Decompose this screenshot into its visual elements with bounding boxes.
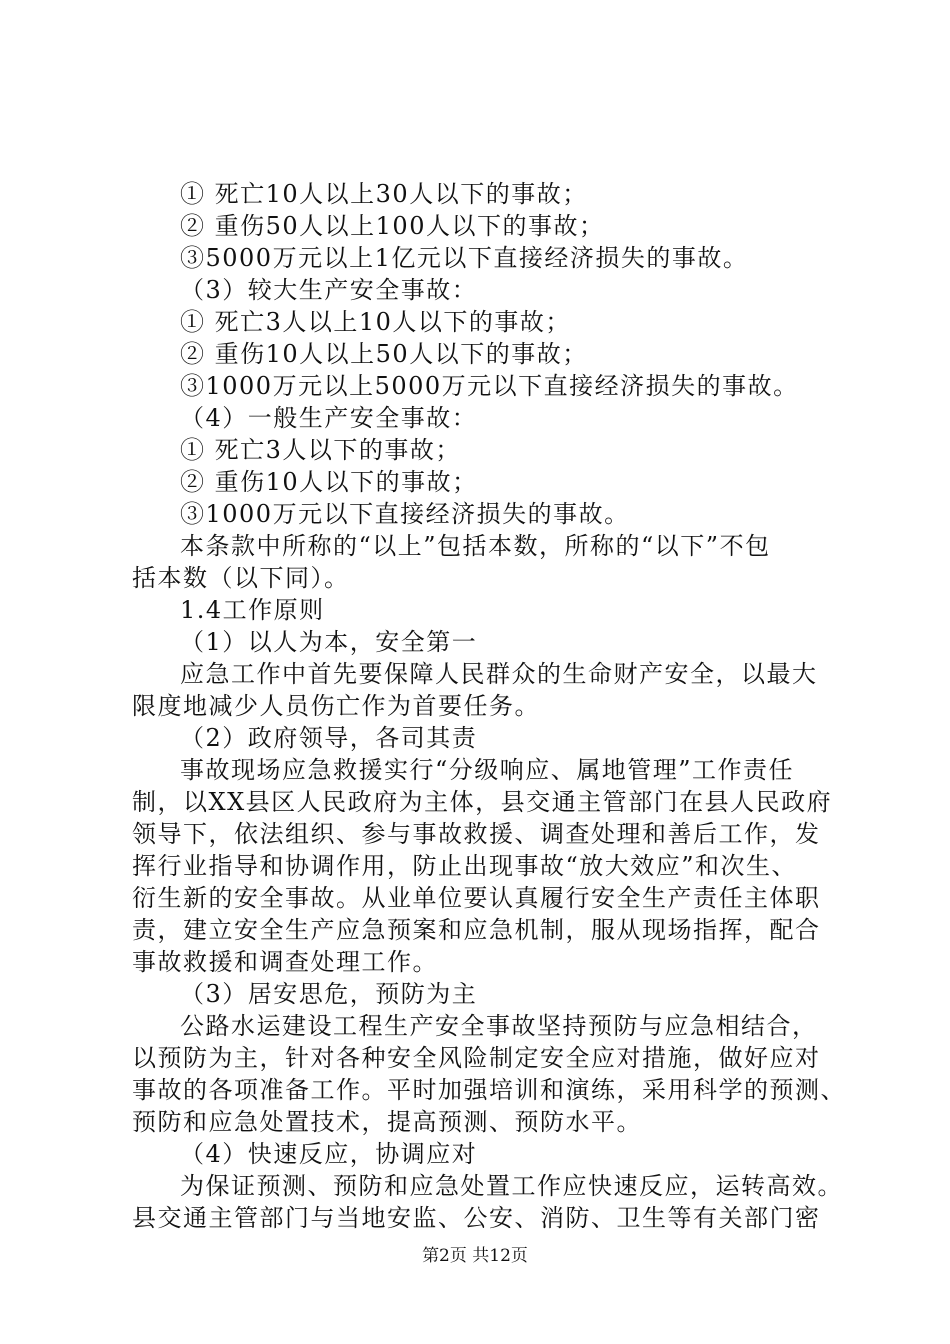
text-line: 应急工作中首先要保障人民群众的生命财产安全，以最大 (180, 660, 818, 688)
text-line: ② 重伤50人以上100人以下的事故； (180, 212, 605, 240)
text-line: 公路水运建设工程生产安全事故坚持预防与应急相结合， (180, 1012, 818, 1040)
text-line: 以预防为主，针对各种安全风险制定安全应对措施，做好应对 (132, 1044, 821, 1072)
text-line: （4）一般生产安全事故： (180, 404, 478, 432)
text-line: （3）居安思危，预防为主 (180, 980, 478, 1008)
text-line: （4）快速反应，协调应对 (180, 1140, 478, 1168)
text-line: 挥行业指导和协调作用，防止出现事故“放大效应”和次生、 (132, 852, 798, 880)
text-line: （1）以人为本，安全第一 (180, 628, 478, 656)
text-line: ① 死亡3人以下的事故； (180, 436, 461, 464)
text-line: 衍生新的安全事故。从业单位要认真履行安全生产责任主体职 (132, 884, 821, 912)
text-line: ② 重伤10人以下的事故； (180, 468, 478, 496)
text-line: 领导下，依法组织、参与事故救援、调查处理和善后工作，发 (132, 820, 821, 848)
text-line: 事故救援和调查处理工作。 (132, 948, 438, 976)
text-line: ① 死亡10人以上30人以下的事故； (180, 180, 588, 208)
text-line: 括本数（以下同）。 (132, 564, 350, 592)
text-line: 责，建立安全生产应急预案和应急机制，服从现场指挥，配合 (132, 916, 821, 944)
text-line: ③1000万元以下直接经济损失的事故。 (180, 500, 630, 528)
text-line: 本条款中所称的“以上”包括本数，所称的“以下”不包 (180, 532, 771, 560)
text-line: 事故现场应急救援实行“分级响应、属地管理”工作责任 (180, 756, 795, 784)
document-body (132, 178, 846, 1234)
text-line: 县交通主管部门与当地安监、公安、消防、卫生等有关部门密 (132, 1204, 821, 1232)
text-line: 事故的各项准备工作。平时加强培训和演练，采用科学的预测、 (132, 1076, 846, 1104)
text-line: ① 死亡3人以上10人以下的事故； (180, 308, 571, 336)
text-line: 限度地减少人员伤亡作为首要任务。 (132, 692, 540, 720)
text-line: ③5000万元以上1亿元以下直接经济损失的事故。 (180, 244, 749, 272)
text-line: （3）较大生产安全事故： (180, 276, 478, 304)
text-line: 预防和应急处置技术，提高预测、预防水平。 (132, 1108, 642, 1136)
text-line: 1.4工作原则 (180, 596, 325, 624)
text-line: 制，以XX县区人民政府为主体，县交通主管部门在县人民政府 (132, 788, 833, 816)
page-footer: 第2页 共12页 (422, 1246, 528, 1266)
text-line: ② 重伤10人以上50人以下的事故； (180, 340, 588, 368)
text-line: ③1000万元以上5000万元以下直接经济损失的事故。 (180, 372, 799, 400)
text-line: （2）政府领导，各司其责 (180, 724, 478, 752)
text-line: 为保证预测、预防和应急处置工作应快速反应，运转高效。 (180, 1172, 843, 1200)
